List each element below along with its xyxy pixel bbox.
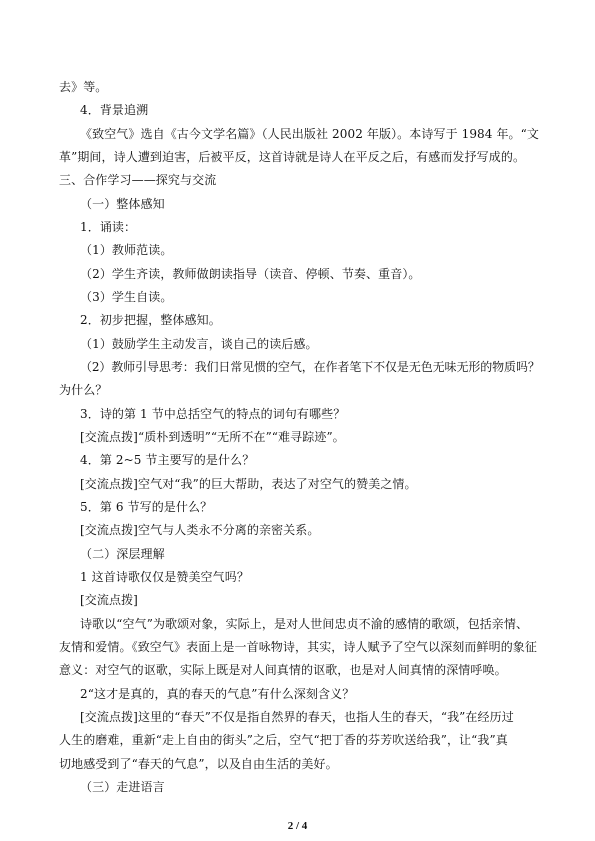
text-line: [交流点拨]空气与人类永不分离的亲密关系。 xyxy=(80,523,320,537)
text-line: 《致空气》选自《古今文学名篇》（人民出版社 2002 年版）。本诗写于 1984 年。“文 xyxy=(80,127,539,141)
text-line: （1）鼓励学生主动发言，谈自己的读后感。 xyxy=(80,337,318,351)
text-line: 2“这才是真的，真的春天的气息”有什么深刻含义？ xyxy=(80,687,355,701)
text-line: 友情和爱情。《致空气》表面上是一首咏物诗，其实，诗人赋予了空气以深刻而鲜明的象征 xyxy=(59,640,538,654)
text-line: 1 这首诗歌仅仅是赞美空气吗？ xyxy=(80,570,249,584)
text-line: [交流点拨]“质朴到透明”“无所不在”“难寻踪迹”。 xyxy=(80,430,345,444)
text-line: 革”期间，诗人遭到迫害，后被平反，这首诗就是诗人在平反之后，有感而发抒写成的。 xyxy=(59,150,526,164)
text-line: [交流点拨] xyxy=(80,593,138,607)
text-line: [交流点拨]空气对“我”的巨大帮助，表达了对空气的赞美之情。 xyxy=(80,477,417,491)
text-line: （1）教师范读。 xyxy=(80,243,173,257)
text-line: 2．初步把握，整体感知。 xyxy=(80,313,221,327)
subsection-heading: （一）整体感知 xyxy=(80,197,165,211)
text-line: [交流点拨]这里的“春天”不仅是指自然界的春天，也指人生的春天，“我”在经历过 xyxy=(80,710,514,724)
text-line: 切地感受到了“春天的气息”，以及自由生活的美好。 xyxy=(59,757,338,771)
text-line: （2）教师引导思考：我们日常见惯的空气，在作者笔下不仅是无色无味无形的物质吗？ xyxy=(80,360,540,374)
page-number: 2 / 4 xyxy=(287,820,308,832)
section-heading: 三、合作学习——探究与交流 xyxy=(59,173,217,187)
text-line: 意义：对空气的讴歌，实际上既是对人间真情的讴歌，也是对人间真情的深情呼唤。 xyxy=(59,663,507,677)
text-line: 3．诗的第 1 节中总括空气的特点的词句有哪些？ xyxy=(80,407,346,421)
subsection-heading: （三）走进语言 xyxy=(80,780,165,794)
text-line: 1．诵读： xyxy=(80,220,137,234)
text-line: 诗歌以“空气”为歌颂对象，实际上，是对人世间忠贞不渝的感情的歌颂，包括亲情、 xyxy=(80,617,529,631)
subsection-heading: （二）深层理解 xyxy=(80,547,165,561)
text-line: 4．第 2~5 节主要写的是什么？ xyxy=(80,453,255,467)
text-line: 为什么？ xyxy=(59,383,108,397)
text-line: （3）学生自读。 xyxy=(80,290,173,304)
text-line: 去》等。 xyxy=(59,80,108,94)
text-line: 5．第 6 节写的是什么？ xyxy=(80,500,213,514)
section-heading: 4．背景追溯 xyxy=(80,103,149,117)
text-line: （2）学生齐读，教师做朗读指导（读音、停顿、节奏、重音）。 xyxy=(80,267,421,281)
text-line: 人生的磨难，重新“走上自由的街头”之后，空气“把丁香的芬芳吹送给我”，让“我”真 xyxy=(59,733,508,747)
